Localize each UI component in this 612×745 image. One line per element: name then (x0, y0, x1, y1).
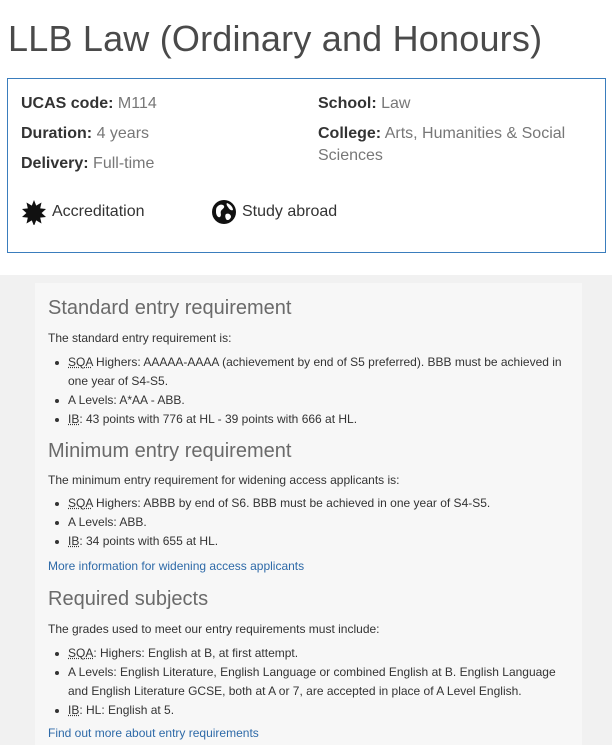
school-value: Law (381, 95, 411, 112)
college-label: College: (318, 125, 382, 142)
abbr-sqa: SQA (68, 646, 94, 660)
college-value-line1: Arts, Humanities & Social (384, 125, 566, 142)
list-item-text: A Levels: A*AA - ABB. (68, 393, 185, 407)
minimum-entry-list (48, 494, 573, 551)
ucas-code-label: UCAS code: (21, 95, 114, 112)
key-facts-box (7, 78, 606, 253)
minimum-entry-title: Minimum entry requirement (48, 440, 292, 462)
page-title: LLB Law (Ordinary and Honours) (8, 18, 543, 59)
delivery-label: Delivery: (21, 155, 89, 172)
school-label: School: (318, 95, 377, 112)
school-fact (318, 93, 410, 115)
abbr-ib: IB (68, 703, 80, 717)
widening-access-link[interactable]: More information for widening access applicants (48, 559, 305, 573)
accreditation-feature[interactable] (21, 199, 145, 225)
standard-entry-title: Standard entry requirement (48, 297, 292, 319)
study-abroad-feature[interactable] (211, 199, 337, 225)
list-item-text: A Levels: English Literature, English Language or combined English at B. English Language and English Literature GCSE, both at A or 7, are accepted in place of A Level English. (68, 665, 556, 698)
globe-icon (211, 199, 237, 225)
abbr-ib: IB (68, 534, 80, 548)
standard-entry-intro: The standard entry requirement is: (48, 331, 232, 345)
delivery-value: Full-time (93, 155, 155, 172)
accreditation-label: Accreditation (52, 203, 145, 220)
abbr-sqa: SQA (68, 496, 93, 510)
standard-entry-list (48, 353, 573, 429)
required-subjects-intro: The grades used to meet our entry requirements must include: (48, 622, 380, 636)
duration-value: 4 years (96, 125, 150, 142)
required-subjects-list (48, 644, 573, 720)
list-item (48, 532, 573, 551)
list-item (48, 663, 573, 701)
minimum-entry-intro: The minimum entry requirement for widening access applicants is: (48, 473, 400, 487)
list-item-text: : Highers: English at B, at first attempt. (93, 646, 299, 660)
list-item (48, 391, 573, 410)
list-item (48, 644, 573, 663)
list-item (48, 513, 573, 532)
list-item (48, 494, 573, 513)
header-area (0, 0, 612, 275)
required-subjects-title: Required subjects (48, 588, 209, 610)
ucas-code-value: M114 (117, 95, 157, 112)
accreditation-star-icon (21, 199, 47, 225)
list-item-text: : HL: English at 5. (79, 703, 175, 717)
list-item-text: : 43 points with 776 at HL - 39 points with 666 at HL. (79, 412, 358, 426)
delivery-fact (21, 153, 154, 175)
list-item (48, 410, 573, 429)
list-item-text: : 34 points with 655 at HL. (79, 534, 219, 548)
list-item-text: A Levels: ABB. (68, 515, 147, 529)
list-item (48, 353, 573, 391)
college-value-line2: Sciences (318, 147, 383, 164)
list-item-text: Highers: ABBB by end of S6. BBB must be achieved in one year of S4-S5. (92, 496, 491, 510)
college-fact (318, 123, 565, 167)
abbr-sqa: SQA (68, 355, 93, 369)
duration-label: Duration: (21, 125, 93, 142)
entry-requirements-link[interactable]: Find out more about entry requirements (48, 726, 259, 740)
study-abroad-label: Study abroad (242, 203, 338, 220)
entry-requirements-panel (35, 283, 582, 745)
ucas-code-fact (21, 93, 157, 115)
duration-fact (21, 123, 149, 145)
abbr-ib: IB (68, 412, 80, 426)
list-item (48, 701, 573, 720)
list-item-text: Highers: AAAAA-AAAA (achievement by end of S5 preferred). BBB must be achieved in one year of S4-S5. (68, 355, 562, 388)
